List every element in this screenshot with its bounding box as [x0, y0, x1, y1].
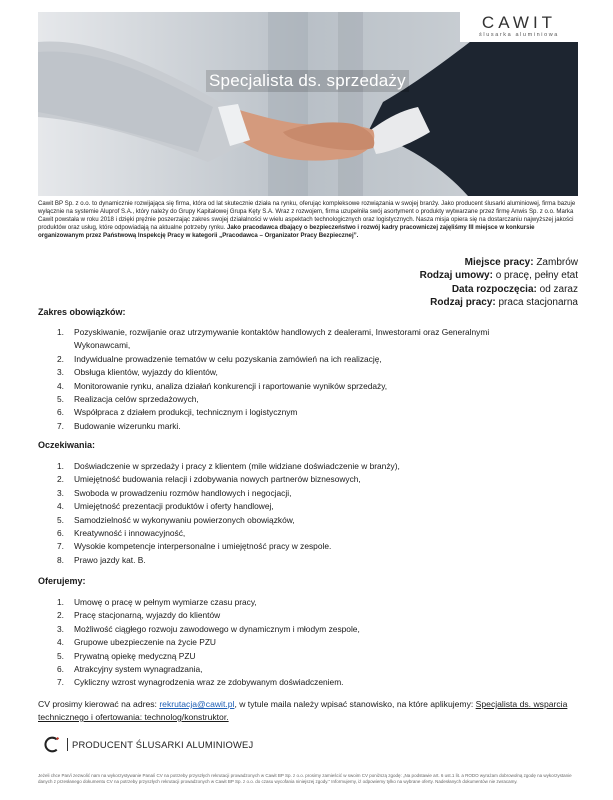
- list-item-text: Obsługa klientów, wyjazdy do klientów,: [74, 367, 218, 378]
- list-item: [57, 663, 557, 676]
- footer-brand: [44, 734, 253, 754]
- job-meta: [420, 256, 578, 309]
- list-item: [57, 380, 557, 393]
- list-number: 6.: [57, 407, 64, 418]
- list-item-text: Pracę stacjonarną, wyjazdy do klientów: [74, 610, 221, 621]
- email-link[interactable]: rekrutacja@cawit.pl: [159, 699, 235, 709]
- list-item-text: Pozyskiwanie, rozwijanie oraz utrzymywanie kontaktów handlowych z dealerami, Inwestorami oraz Generalnymi: [74, 327, 490, 337]
- cv-instructions: [38, 698, 578, 724]
- logo-tagline: ślusarka aluminiowa: [479, 32, 559, 38]
- list-item: [57, 514, 557, 527]
- list-number: 3.: [57, 367, 64, 378]
- list-item: [57, 366, 557, 379]
- page-title: Specjalista ds. sprzedaży: [206, 70, 409, 92]
- cawit-c-logo-icon: [44, 736, 61, 753]
- list-number: 1.: [57, 597, 64, 607]
- footer-divider: [67, 738, 68, 751]
- list-item-text: Umiejętność prezentacji produktów i oferty handlowej,: [74, 501, 274, 512]
- list-number: 4.: [57, 501, 64, 512]
- list-item: [57, 554, 557, 567]
- list-number: 3.: [57, 487, 64, 498]
- list-number: 2.: [57, 610, 64, 621]
- cv-position: Specjalista ds. wsparcia technicznego i ofertowania: technolog/konstruktor.: [38, 699, 568, 722]
- list-number: 5.: [57, 394, 64, 405]
- list-item-text: Prywatną opiekę medyczną PZU: [74, 650, 196, 661]
- list-item: [57, 460, 557, 473]
- list-number: 5.: [57, 650, 64, 661]
- list-item: [57, 609, 557, 622]
- list-number: 5.: [57, 514, 64, 525]
- offer-heading: Oferujemy:: [38, 576, 86, 586]
- list-item-text: Realizacja celów sprzedażowych,: [74, 394, 199, 405]
- list-item-text: Atrakcyjny system wynagradzania,: [74, 664, 203, 675]
- intro-text: Cawit BP Sp. z o.o. to dynamicznie rozwijająca się firma, która od lat skutecznie działa na rynku, oferując kompleksowe rozwiązania w swojej branży. Jako producent ślusarki aluminiowej, firma bazuje wyłącznie na systemie Aluprof S.A., który należy do Grupy Kapitałowej Grupa Kęty S.A. Wraz z rozwojem, firma uzupełniła swój asortyment o produkty wytwarzane przez firmę Anwis Sp. z o.o. Marka Cawit powstała w roku 2018 i dzięki prężnie poszerzając zakres swojej działalności w wielu aspektach technologicznych oraz logistycznych. Nasza misja opiera się na dostarczaniu najwyższej jakości produktów oraz usług, które odpowiadają na aktualne potrzeby rynku.: [38, 200, 576, 231]
- list-item: [57, 676, 557, 689]
- duties-heading: Zakres obowiązków:: [38, 307, 126, 317]
- list-item: [57, 596, 557, 609]
- cv-prefix: CV prosimy kierować na adres:: [38, 699, 160, 709]
- list-item: [57, 353, 557, 366]
- meta-work-type: Rodzaj pracy: praca stacjonarna: [430, 296, 578, 308]
- list-item: [57, 540, 557, 553]
- list-number: 8.: [57, 554, 64, 565]
- expectations-heading: Oczekiwania:: [38, 440, 96, 450]
- list-item: [57, 623, 557, 636]
- list-item: [57, 406, 557, 419]
- list-item-text: Prawo jazdy kat. B.: [74, 554, 146, 565]
- cawit-logo: [460, 12, 578, 42]
- list-number: 4.: [57, 637, 64, 648]
- list-number: 6.: [57, 528, 64, 539]
- list-item-text: Współpraca z działem produkcji, technicznym i logistycznym: [74, 407, 298, 418]
- list-item: [57, 473, 557, 486]
- duties-list: [57, 326, 557, 433]
- list-item-text: Indywidualne prowadzenie tematów w celu pozyskania zamówień na ich realizację,: [74, 353, 382, 364]
- list-number: 1.: [57, 461, 64, 471]
- list-item: [57, 326, 557, 353]
- list-item-text: Swoboda w prowadzeniu rozmów handlowych i negocjacji,: [74, 487, 292, 498]
- list-number: 7.: [57, 677, 64, 688]
- meta-contract: Rodzaj umowy: o pracę, pełny etat: [419, 270, 578, 282]
- rodo-consent-note: Jeżeli chce Pan/i zezwolić nam na wykorzystywanie Pana/i CV na potrzeby przyszłych rekrutacji prowadzonych w Cawit BP Sp. z o.o. prosimy zamieścić w swoim CV poniższą zgodę: „Na podstawie art. 6 ust.1 lit. a RODO wyrażam dobrowolną zgodę na wykorzystanie danych z przesłanego dokumentu CV na potrzeby przyszłych rekrutacji prowadzonych w Cawit BP Sp. z o.o. do czasu wycofania niniejszej zgody.” Informujemy, iż odpowiemy tylko na wybrane oferty. Nadesłanych dokumentów nie zwracamy.: [38, 773, 572, 784]
- list-item-text: Kreatywność i innowacyjność,: [74, 528, 186, 539]
- list-number: 1.: [57, 327, 64, 337]
- list-number: 6.: [57, 664, 64, 675]
- list-item: [57, 420, 557, 433]
- company-intro: [38, 200, 578, 240]
- logo-wordmark: CAWIT: [481, 13, 557, 32]
- list-number: 4.: [57, 380, 64, 391]
- list-item-text: Umiejętność budowania relacji i zdobywania nowych partnerów biznesowych,: [74, 474, 361, 485]
- intro-bold: Jako pracodawca dbający o bezpieczeństwo i rozwój kadry pracowniczej zajęliśmy III miejsce w konkursie organizowanym przez Państwową Inspekcję Pracy w kategorii „Pracodawca – Organizator Pracy Bezpiecznej”.: [38, 224, 535, 239]
- footer-tagline: PRODUCENT ŚLUSARKI ALUMINIOWEJ: [72, 738, 254, 750]
- hero-image: [38, 12, 578, 196]
- cv-middle: , w tytule maila należy wpisać stanowisko, na które aplikujemy:: [234, 699, 476, 709]
- list-number: 3.: [57, 623, 64, 634]
- list-item-text: Wysokie kompetencje interpersonalne i umiejętność pracy w zespole.: [74, 541, 332, 552]
- list-number: 7.: [57, 541, 64, 552]
- list-item-text: Doświadczenie w sprzedaży i pracy z klientem (mile widziane doświadczenie w branży),: [74, 461, 400, 471]
- meta-location: Miejsce pracy: Zambrów: [464, 257, 578, 268]
- list-number: 2.: [57, 474, 64, 485]
- list-item-text: Samodzielność w wykonywaniu powierzonych obowiązków,: [74, 514, 295, 525]
- list-item: [57, 487, 557, 500]
- list-item-text: Możliwość ciągłego rozwoju zawodowego w dynamicznym i młodym zespole,: [74, 623, 360, 634]
- list-number: 2.: [57, 353, 64, 364]
- list-item: [57, 636, 557, 649]
- list-item: [57, 527, 557, 540]
- list-item-text: Wykonawcami,: [74, 340, 131, 351]
- list-item: [57, 393, 557, 406]
- list-item-text: Monitorowanie rynku, analiza działań konkurencji i raportowanie wyników sprzedaży,: [74, 380, 388, 391]
- list-item-text: Budowanie wizerunku marki.: [74, 420, 181, 431]
- list-item-text: Grupowe ubezpieczenie na życie PZU: [74, 637, 216, 648]
- offer-list: [57, 596, 557, 690]
- list-item-text: Cykliczny wzrost wynagrodzenia wraz ze zdobywanym doświadczeniem.: [74, 677, 344, 688]
- list-item-text: Umowę o pracę w pełnym wymiarze czasu pracy,: [74, 597, 257, 607]
- expectations-list: [57, 460, 557, 567]
- list-number: 7.: [57, 420, 64, 431]
- list-item: [57, 650, 557, 663]
- list-item: [57, 500, 557, 513]
- meta-start-date: Data rozpoczęcia: od zaraz: [451, 283, 578, 295]
